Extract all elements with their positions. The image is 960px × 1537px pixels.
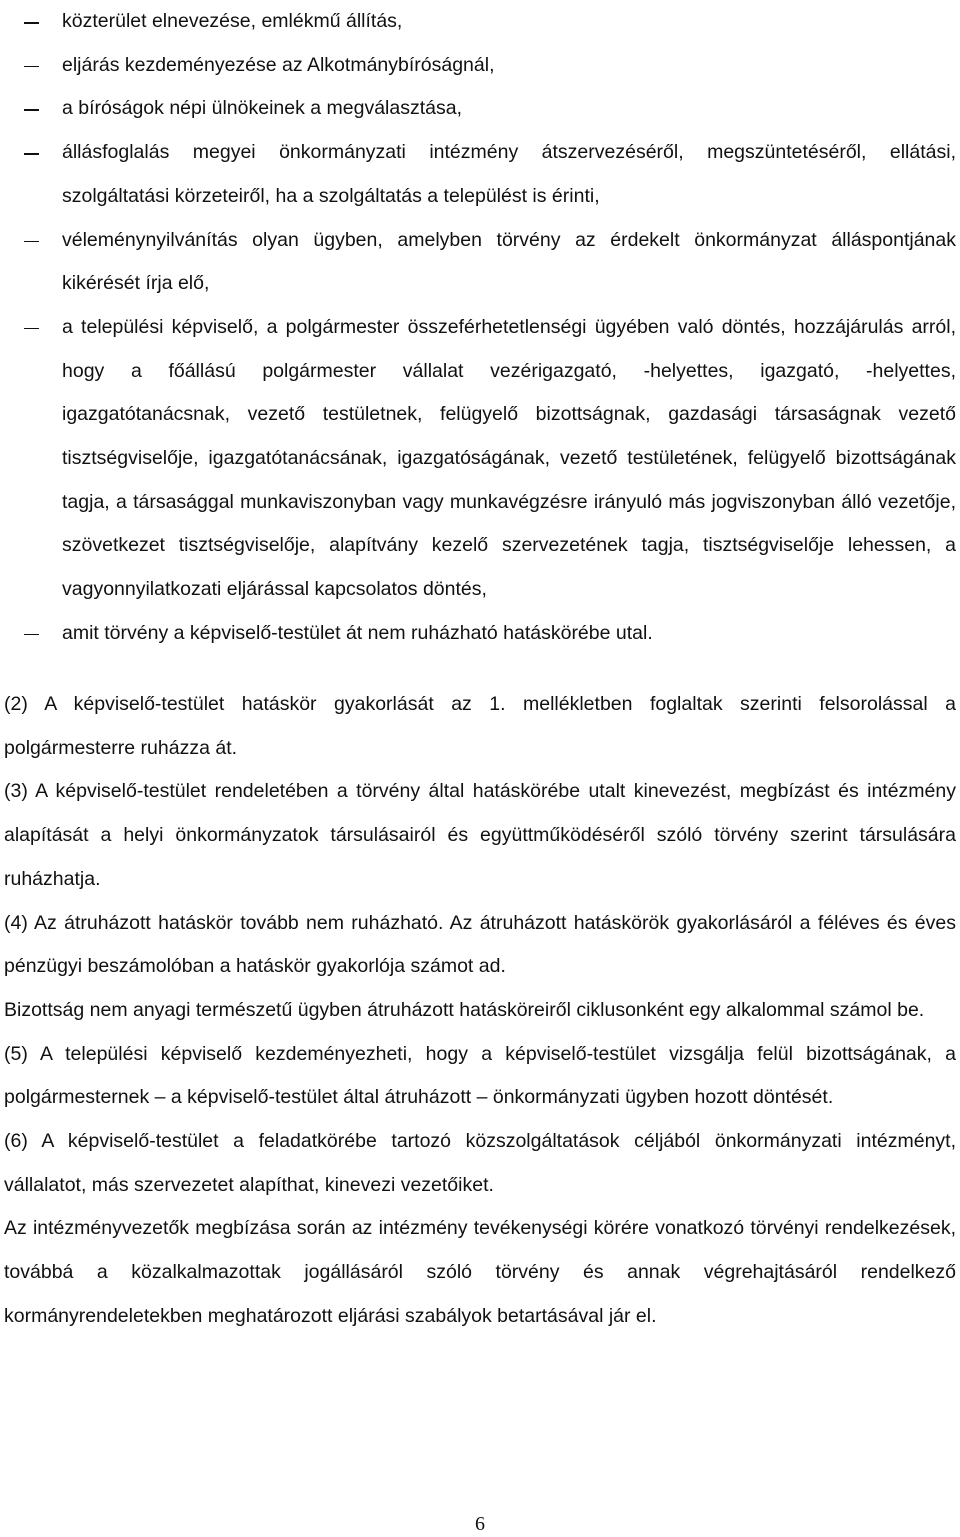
dash-bullet-icon <box>24 153 39 155</box>
page-number: 6 <box>475 1513 485 1535</box>
list-item <box>0 131 960 218</box>
list-item-text: véleménynyilvánítás olyan ügyben, amelyben törvény az érdekelt önkormányzat álláspontjának kikérését írja elő, <box>62 228 956 295</box>
dash-bullet-icon <box>24 634 39 636</box>
dash-bullet-icon <box>24 22 39 24</box>
list-item-text: eljárás kezdeményezése az Alkotmánybíróságnál, <box>62 53 495 76</box>
list-item-text: állásfoglalás megyei önkormányzati intézmény átszervezéséről, megszüntetéséről, ellátási, szolgáltatási körzeteiről, ha a szolgáltatás a települést is érinti, <box>62 141 956 207</box>
paragraph-committee: Bizottság nem anyagi természetű ügyben átruházott hatásköreiről ciklusonként egy alkalommal számol be. <box>4 998 925 1021</box>
list-item <box>0 44 960 88</box>
paragraph-5: (5) A települési képviselő kezdeményezheti, hogy a képviselő-testület vizsgálja felül bizottságának, a polgármesternek – a képviselő-testület által átruházott – önkormányzati ügyben hozott döntését. <box>4 1042 956 1109</box>
list-item <box>0 0 960 44</box>
list-item <box>0 306 960 612</box>
list-item <box>0 612 960 656</box>
dash-bullet-icon <box>24 66 39 68</box>
paragraph-3: (3) A képviselő-testület rendeletében a törvény által hatáskörébe utalt kinevezést, megbízást és intézmény alapítását a helyi önkormányzatok társulásairól és együttműködéséről szóló törvény szerint társulására ruházhatja. <box>4 780 956 890</box>
list-item-text: közterület elnevezése, emlékmű állítás, <box>62 10 403 32</box>
bullet-list <box>0 0 960 656</box>
body-paragraphs <box>4 683 956 1339</box>
dash-bullet-icon <box>24 109 39 111</box>
paragraph-4: (4) Az átruházott hatáskör tovább nem ruházható. Az átruházott hatáskörök gyakorlásáról a féléves és éves pénzügyi beszámolóban a hatáskör gyakorlója számot ad. <box>4 911 956 978</box>
paragraph-institution-heads: Az intézményvezetők megbízása során az intézmény tevékenységi körére vonatkozó törvényi rendelkezések, továbbá a közalkalmazottak jogállásáról szóló törvény és annak végrehajtásáról rendelkező kormányrendeletekben meghatározott eljárási szabályok betartásával jár el. <box>4 1217 956 1327</box>
dash-bullet-icon <box>24 328 39 330</box>
list-item-text: a települési képviselő, a polgármester összeférhetetlenségi ügyében való döntés, hozzájárulás arról, hogy a főállású polgármester vállalat vezérigazgató, -helyettes, igazgató, -helyettes, igazgatótanácsnak, vezető testületnek, felügyelő bizottságnak, gazdasági társaságnak vezető tisztségviselője, igazgatótanácsának, igazgatóságának, vezető testületének, felügyelő bizottságának tagja, a társasággal munkaviszonyban vagy munkavégzésre irányuló más jogviszonyban álló vezetője, szövetkezet tisztségviselője, alapítvány kezelő szervezetének tagja, tisztségviselője lehessen, a vagyonnyilatkozati eljárással kapcsolatos döntés, <box>62 315 956 601</box>
dash-bullet-icon <box>24 241 39 243</box>
list-item-text: amit törvény a képviselő-testület át nem ruházható hatáskörébe utal. <box>62 621 653 644</box>
list-item-text: a bíróságok népi ülnökeinek a megválasztása, <box>62 97 462 120</box>
list-item <box>0 219 960 306</box>
paragraph-2: (2) A képviselő-testület hatáskör gyakorlását az 1. mellékletben foglaltak szerinti felsorolással a polgármesterre ruházza át. <box>4 693 956 759</box>
list-item <box>0 87 960 131</box>
paragraph-6: (6) A képviselő-testület a feladatkörébe tartozó közszolgáltatások céljából önkormányzati intézményt, vállalatot, más szervezetet alapíthat, kinevezi vezetőiket. <box>4 1130 956 1196</box>
